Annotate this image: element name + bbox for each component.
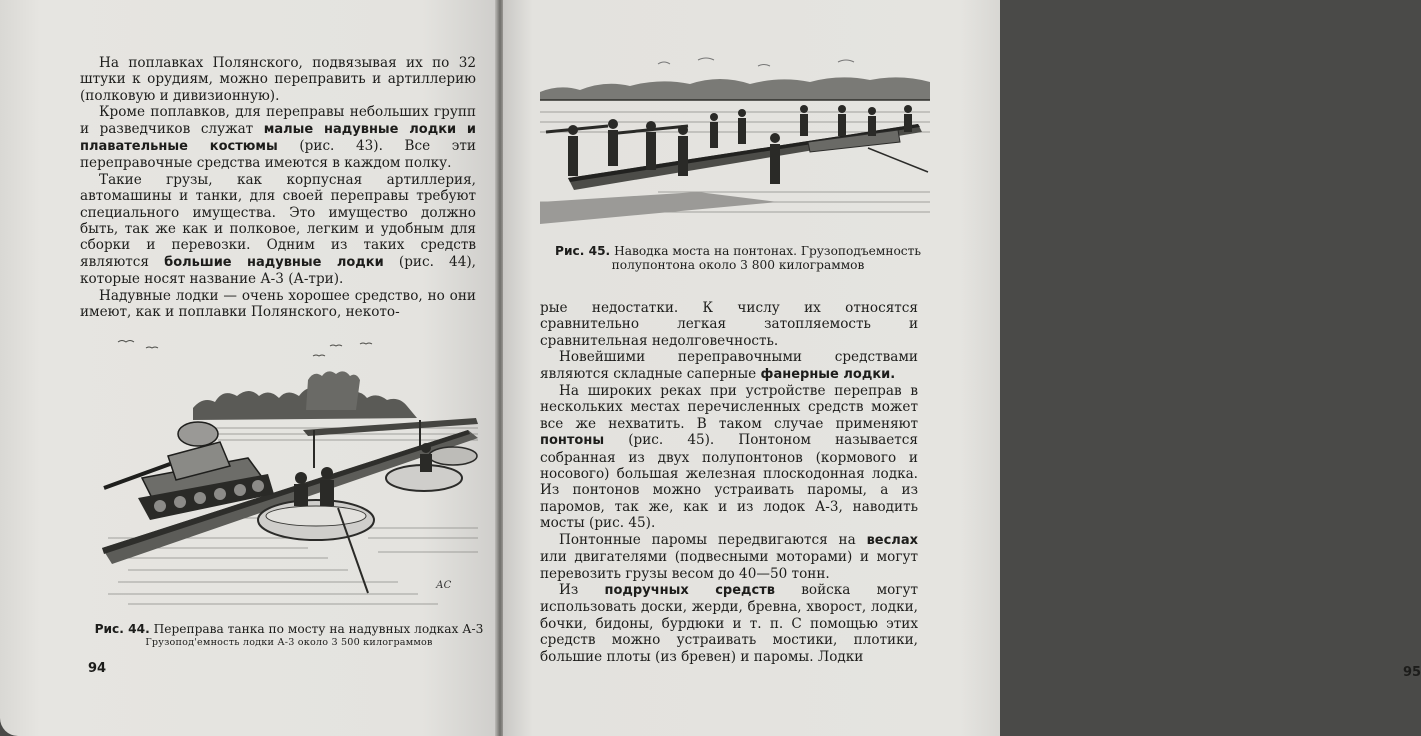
text-run: Кроме поплавков, для переправы небольших групп и разведчиков служат [80, 104, 476, 137]
page-number-left: 94 [88, 661, 107, 676]
text-run: На поплавках Полянского, подвязывая их по 32 штуки к орудиям, можно переправить и артиллерию (полковую и дивизионную). [80, 55, 476, 104]
figure-45-illustration [538, 52, 933, 228]
page-number-right: 95 [1403, 665, 1421, 680]
text-run: войска могут использовать доски, жерди, бревна, хворост, лодки, бочки, бидоны, бурдюки и т. п. С помощью этих средств можно устраивать мостики, плотики, большие плоты (из бревен) и паромы. Лодки [540, 581, 918, 665]
right-paragraph [540, 532, 918, 582]
text-run: (рис. 44), которые носят название А-3 (А-три). [80, 253, 476, 288]
bold-term: фанерные лодки. [760, 366, 896, 382]
text-run: Новейшими переправочными средствами являются складные саперные [540, 349, 918, 382]
far-shore [540, 58, 930, 100]
left-page-text [80, 55, 476, 321]
figure-44-illustration [98, 338, 480, 616]
bold-term: веслах [866, 532, 918, 548]
right-paragraph [540, 383, 918, 532]
text-run: рые недостатки. К числу их относятся сравнительно легкая затопляемость и сравнительная недолговечность. [540, 300, 918, 349]
figure-44-caption: Рис. 44. Переправа танка по мосту на надувных лодках А-3 Грузопод'емность лодки А-3 около 3 500 килограммов [94, 622, 484, 648]
text-run: Понтонные паромы передвигаются на [559, 531, 867, 548]
bold-term: подручных средств [604, 582, 775, 598]
bold-term: малые надувные лодки и плавательные костюмы [80, 121, 476, 155]
text-run: Из [559, 581, 605, 598]
right-paragraph [540, 300, 918, 349]
left-page [0, 0, 497, 736]
text-run: или двигателями (подвесными моторами) и могут перевозить грузы весом до 40—50 тонн. [540, 549, 918, 582]
text-run: Надувные лодки — очень хорошее средство, но они имеют, как и поплавки Полянского, некото- [80, 287, 476, 321]
right-paragraph [540, 349, 918, 383]
left-paragraph [80, 55, 476, 104]
left-paragraph [80, 172, 476, 288]
text-run: (рис. 45). Понтоном называется собранная из двух полупонтонов (кормового и носового) большая железная плоскодонная лодка. Из понтонов можно устраивать паромы, а из паромов, так же, как и из лодок А-3, наводить мосты (рис. 45). [540, 432, 918, 532]
right-page-text [540, 300, 918, 665]
birds [118, 341, 372, 357]
right-paragraph [540, 582, 918, 665]
figure-45-caption: Рис. 45. Наводка моста на понтонах. Грузоподъемность полупонтона около 3 800 килограммов [555, 244, 921, 272]
left-paragraph [80, 288, 476, 321]
text-run: На широких реках при устройстве переправ в нескольких местах перечисленных средств может все же нехватить. В таком случае применяют [540, 383, 918, 432]
illustrator-signature: АС [436, 580, 452, 591]
left-paragraph [80, 104, 476, 172]
bold-term: понтоны [540, 433, 605, 449]
near-shore [540, 192, 778, 224]
bold-term: большие надувные лодки [164, 254, 384, 270]
text-run: Такие грузы, как корпусная артиллерия, автомашины и танки, для своей переправы требуют специального имущества. Это имущество должно быть, так же как и полковое, легким и удобным для сборки и перевозки. Одним из таких средств являются [80, 171, 476, 270]
trees-far-bank [193, 371, 417, 420]
text-run: (рис. 43). Все эти переправочные средства имеются в каждом полку. [80, 138, 476, 172]
